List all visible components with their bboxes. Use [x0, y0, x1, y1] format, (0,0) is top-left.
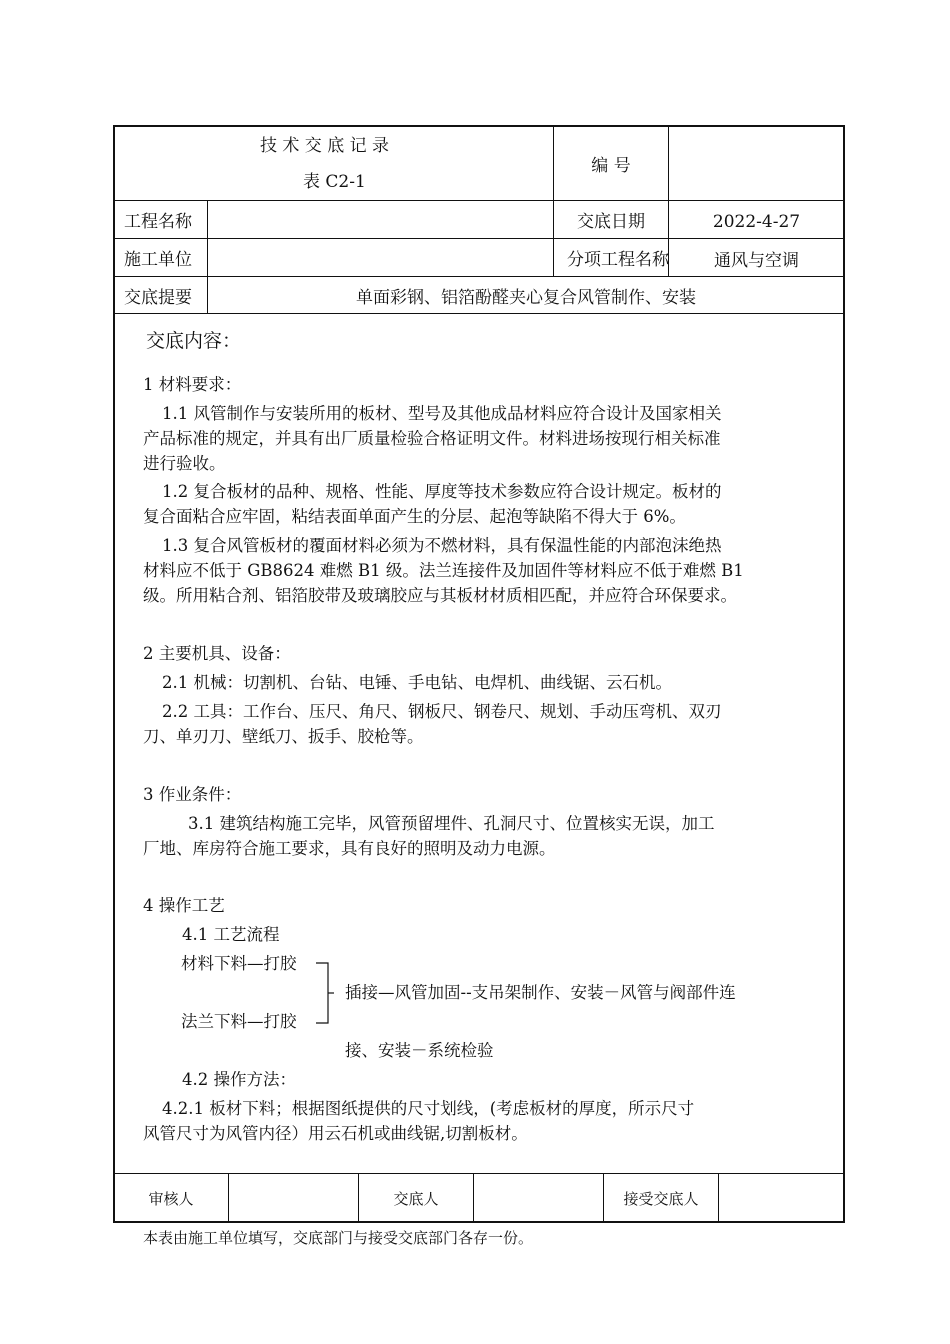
receiver-label: 接受交底人 — [623, 1189, 699, 1208]
subproject-label: 分项工程名称 — [567, 250, 669, 270]
paragraph-line: 3.1 建筑结构施工完毕，风管预留埋件、孔洞尺寸、位置核实无误，加工 — [188, 814, 715, 833]
paragraph-line: 材料应不低于 GB8624 难燃 B1 级。法兰连接件及加固件等材料应不低于难燃 B1 — [143, 561, 744, 580]
project-name-label: 工程名称 — [124, 212, 192, 232]
number-value — [669, 126, 844, 200]
section-title: 1 材料要求： — [143, 375, 242, 394]
paragraph-line: 1.3 复合风管板材的覆面材料必须为不燃材料，具有保温性能的内部泡沫绝热 — [162, 536, 722, 555]
reviewer-label: 审核人 — [148, 1189, 194, 1208]
flow-step-flange: 法兰下料—打胶 — [181, 1012, 297, 1031]
discloser-label: 交底人 — [393, 1189, 439, 1208]
paragraph-line: 2.2 工具：工作台、压尺、角尺、钢板尺、钢卷尺、规划、手动压弯机、双刃 — [162, 702, 722, 721]
form-number: 表 C2-1 — [303, 172, 366, 192]
date-value: 2022-4-27 — [712, 211, 801, 232]
paragraph-line: 产品标准的规定，并具有出厂质量检验合格证明文件。材料进场按现行相关标准 — [143, 429, 721, 448]
reviewer-value — [229, 1174, 358, 1222]
subproject-value: 通风与空调 — [714, 251, 799, 271]
subsection-title: 4.1 工艺流程 — [182, 925, 280, 944]
flow-step-material: 材料下料—打胶 — [181, 954, 297, 973]
date-label: 交底日期 — [577, 212, 645, 232]
paragraph-line: 级。所用粘合剂、铝箔胶带及玻璃胶应与其板材材质相匹配，并应符合环保要求。 — [143, 586, 737, 605]
paragraph-line: 1.1 风管制作与安装所用的板材、型号及其他成品材料应符合设计及国家相关 — [162, 404, 722, 423]
summary-value: 单面彩钢、铝箔酚醛夹心复合风管制作、安装 — [356, 287, 696, 308]
divider — [113, 200, 845, 201]
flow-main: 插接—风管加固--支吊架制作、安装－风管与阀部件连 — [345, 983, 736, 1002]
content-heading: 交底内容： — [146, 330, 242, 352]
footer-note: 本表由施工单位填写，交底部门与接受交底部门各存一份。 — [143, 1229, 534, 1247]
paragraph-line: 2.1 机械：切割机、台钻、电锤、手电钻、电焊机、曲线锯、云石机。 — [162, 673, 672, 692]
discloser-value — [474, 1174, 603, 1222]
paragraph-line: 风管尺寸为风管内径）用云石机或曲线锯,切割板材。 — [143, 1124, 528, 1143]
paragraph-line: 4.2.1 板材下料；根据图纸提供的尺寸划线，(考虑板材的厚度，所示尺寸 — [162, 1099, 695, 1118]
section-title: 2 主要机具、设备： — [143, 644, 291, 663]
form-title: 技 术 交 底 记 录 — [260, 136, 390, 156]
number-label: 编 号 — [591, 155, 631, 176]
paragraph-line: 1.2 复合板材的品种、规格、性能、厚度等技术参数应符合设计规定。板材的 — [162, 482, 722, 501]
summary-label: 交底提要 — [124, 287, 192, 308]
paragraph-line: 厂地、库房符合施工要求，具有良好的照明及动力电源。 — [143, 839, 556, 858]
flow-continuation: 接、安装－系统检验 — [345, 1041, 494, 1060]
section-title: 4 操作工艺 — [143, 896, 225, 915]
subsection-title: 4.2 操作方法： — [182, 1070, 296, 1089]
paragraph-line: 复合面粘合应牢固，粘结表面单面产生的分层、起泡等缺陷不得大于 6%。 — [143, 507, 686, 526]
contractor-label: 施工单位 — [124, 250, 192, 270]
section-title: 3 作业条件： — [143, 785, 242, 804]
paragraph-line: 刀、单刃刀、壁纸刀、扳手、胶枪等。 — [143, 727, 424, 746]
receiver-value — [719, 1174, 844, 1222]
divider — [113, 313, 845, 314]
paragraph-line: 进行验收。 — [143, 454, 226, 473]
flow-bracket — [312, 955, 336, 1035]
